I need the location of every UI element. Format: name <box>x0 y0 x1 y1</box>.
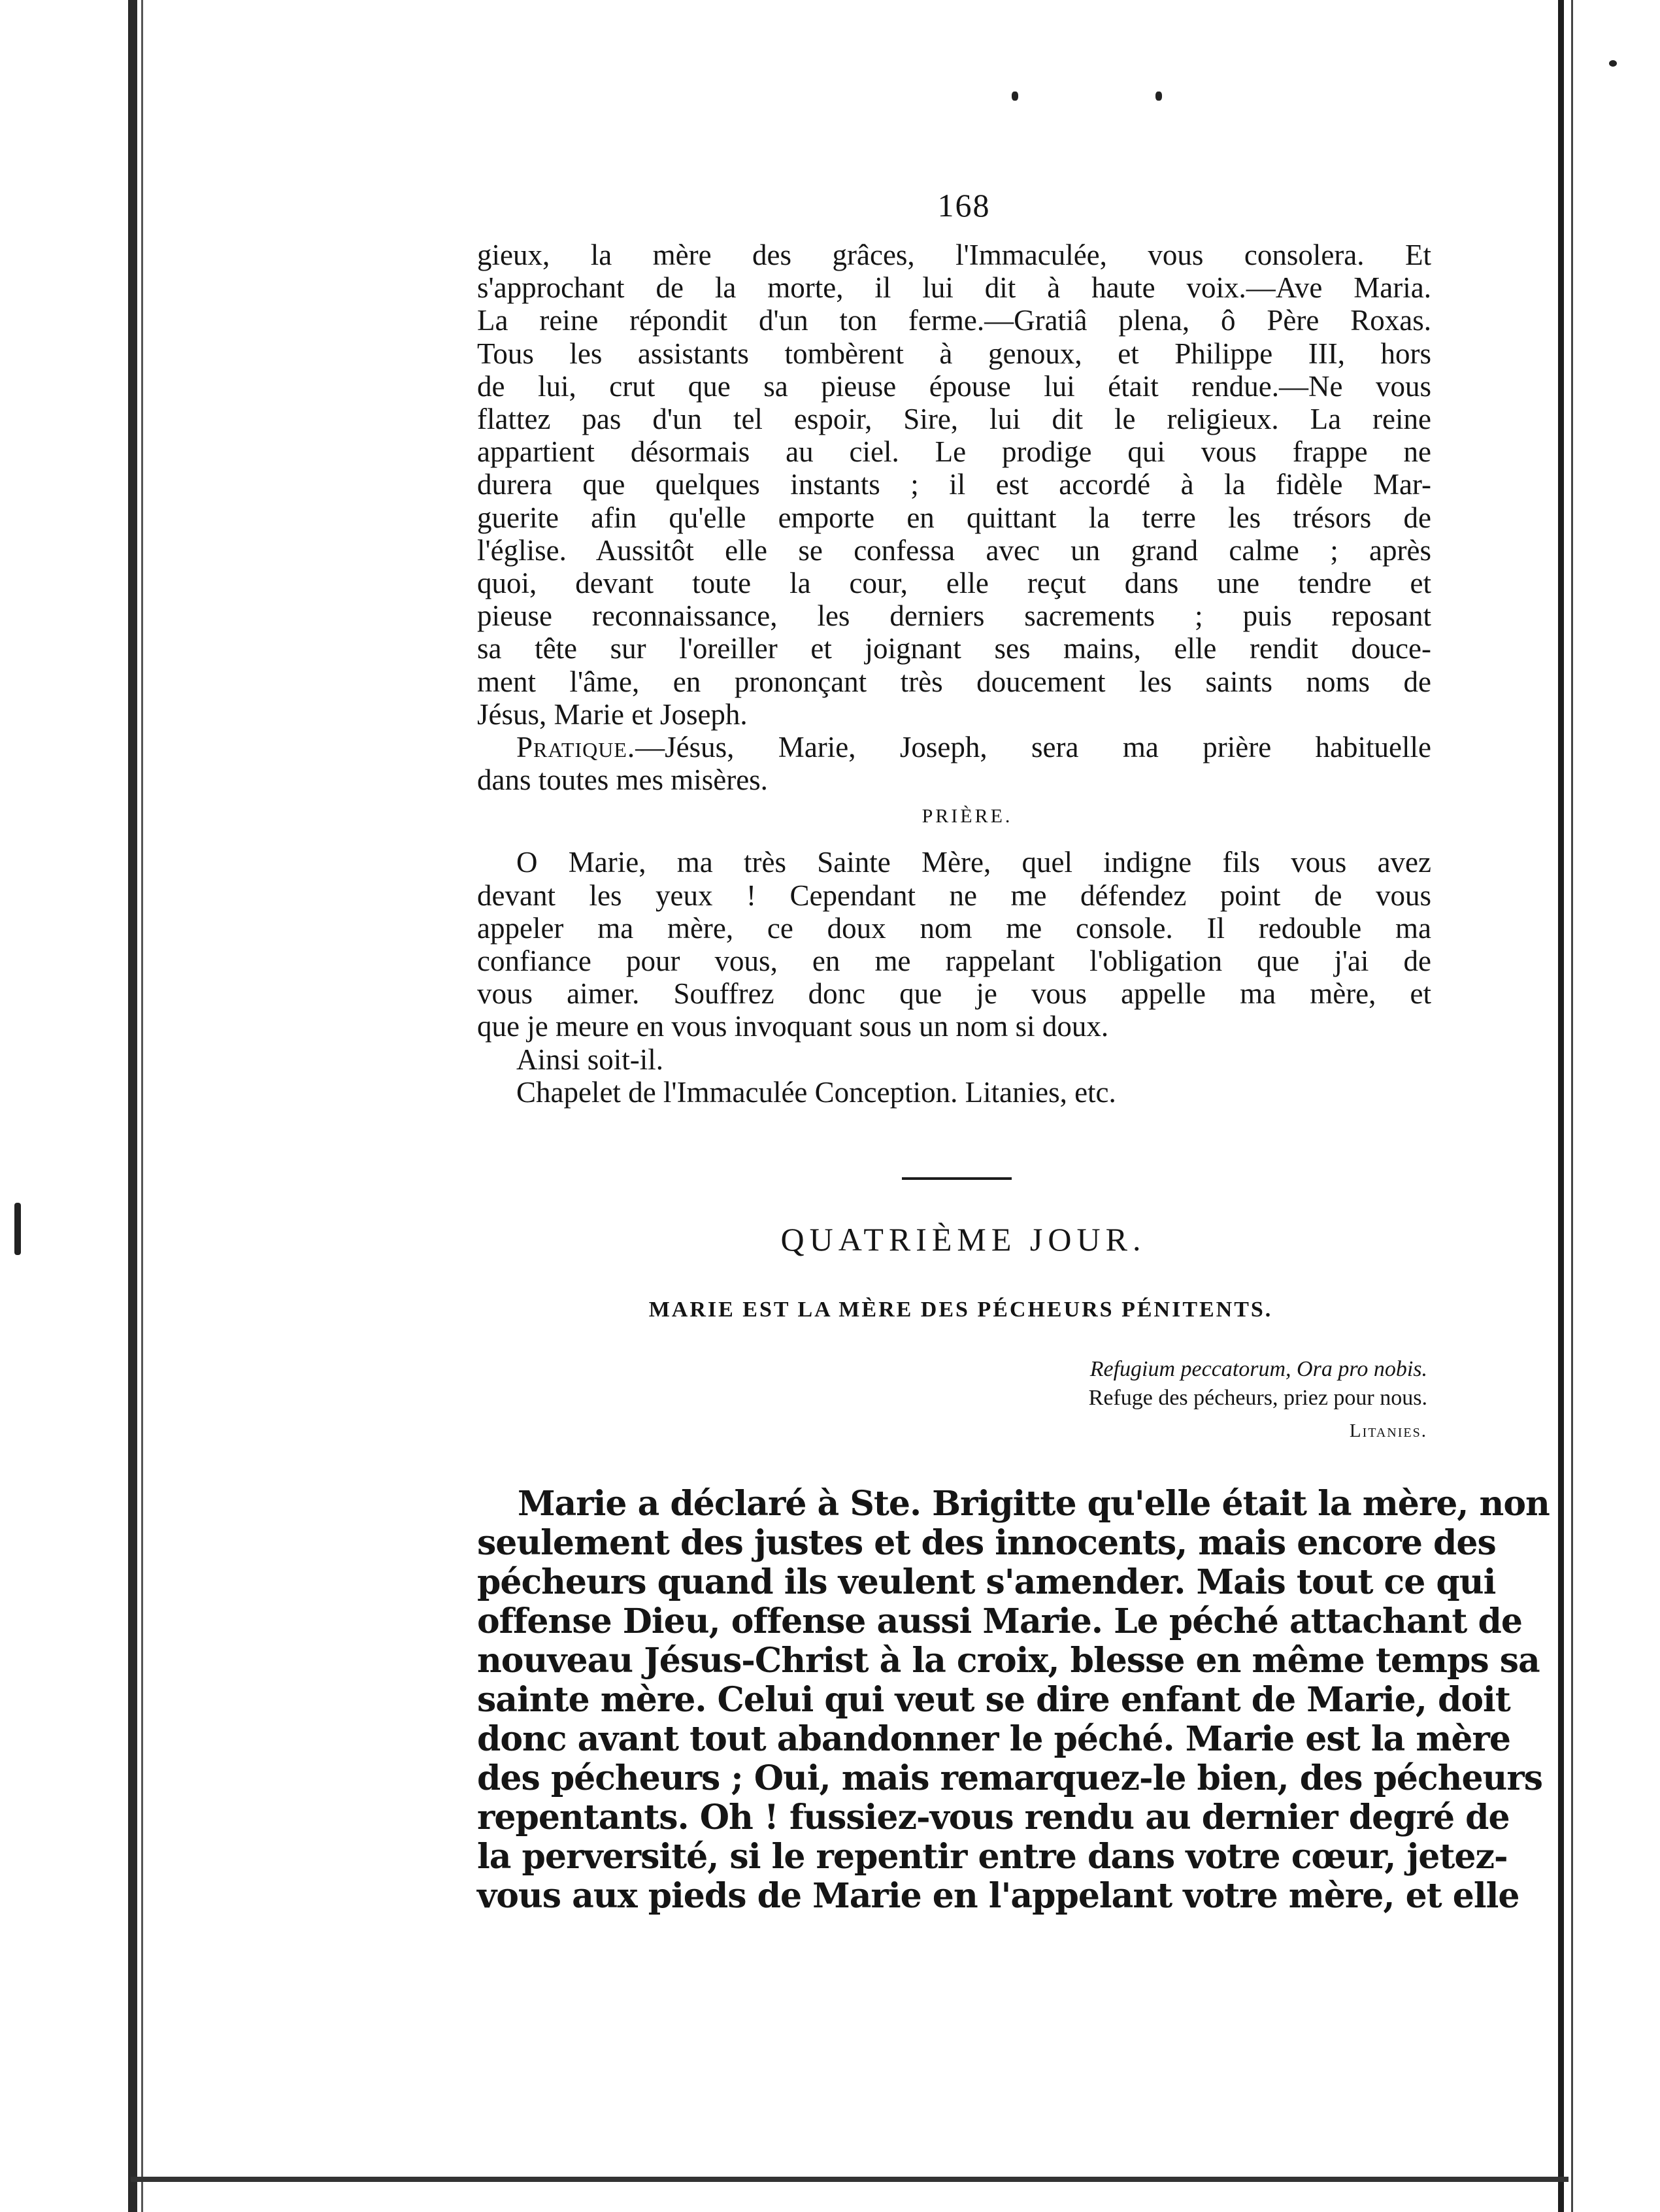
text-line: durera que quelques instants ; il est accordé à la fidèle Mar- <box>477 468 1431 501</box>
text-line: gieux, la mère des grâces, l'Immaculée, vous consolera. Et <box>477 239 1431 271</box>
text-line: O Marie, ma très Sainte Mère, quel indigne fils vous avez <box>516 846 1431 879</box>
page-edge-bottom <box>131 2177 1569 2182</box>
text-line: flattez pas d'un tel espoir, Sire, lui dit le religieux. La reine <box>477 403 1431 436</box>
scan-left-margin <box>0 0 128 2212</box>
binding-edge <box>128 0 137 2212</box>
text-line: la perversité, si le repentir entre dans votre cœur, jetez- <box>477 1837 1508 1877</box>
pratique-label: Pratique. <box>516 731 636 764</box>
text-line: confiance pour vous, en me rappelant l'obligation que j'ai de <box>477 945 1431 978</box>
text-line: Tous les assistants tombèrent à genoux, et Philippe III, hors <box>477 337 1431 370</box>
pratique-text: —Jésus, Marie, Joseph, sera ma prière habituelle <box>635 731 1431 764</box>
page-edge-right <box>1558 0 1564 2212</box>
speck <box>1609 60 1617 67</box>
text-line: ment l'âme, en prononçant très doucement les saints noms de <box>477 665 1431 698</box>
epigraph-french: Refuge des pécheurs, priez pour nous. <box>1088 1386 1427 1411</box>
pratique-line-2: dans toutes mes misères. <box>477 763 768 797</box>
text-line: pécheurs quand ils veulent s'amender. Mais tout ce qui <box>477 1562 1496 1603</box>
text-line: vous aux pieds de Marie en l'appelant votre mère, et elle <box>477 1876 1519 1917</box>
text-line: appeler ma mère, ce doux nom me console. Il redouble ma <box>477 911 1431 945</box>
epigraph <box>477 1355 1431 1445</box>
page-number: 168 <box>937 187 991 224</box>
binding-edge-thin <box>141 0 143 2212</box>
priere-paragraph <box>477 846 1431 1109</box>
text-line: La reine répondit d'un ton ferme.—Gratiâ plena, ô Père Roxas. <box>477 304 1431 337</box>
text-line: donc avant tout abandonner le péché. Marie est la mère <box>477 1719 1510 1760</box>
chapter-subtitle: MARIE EST LA MÈRE DES PÉCHEURS PÉNITENTS. <box>648 1298 1273 1322</box>
continuation-paragraph <box>477 239 1431 796</box>
text-line: sainte mère. Celui qui veut se dire enfant de Marie, doit <box>477 1680 1510 1720</box>
pratique-line <box>477 731 1431 763</box>
text-line: l'église. Aussitôt elle se confessa avec un grand calme ; après <box>477 533 1431 567</box>
priere-heading: PRIÈRE. <box>921 805 1013 828</box>
text-line: que je meure en vous invoquant sous un nom si doux. <box>477 1010 1109 1043</box>
text-line: seulement des justes et des innocents, mais encore des <box>477 1523 1496 1564</box>
text-line: repentants. Oh ! fussiez-vous rendu au dernier degré de <box>477 1798 1510 1838</box>
text-line: de lui, crut que sa pieuse épouse lui était rendue.—Ne vous <box>477 369 1431 403</box>
page-edge-right-thin <box>1571 0 1573 2212</box>
text-line: sa tête sur l'oreiller et joignant ses mains, elle rendit douce- <box>477 632 1431 665</box>
speck <box>1012 92 1018 101</box>
epigraph-latin: Refugium peccatorum, Ora pro nobis. <box>1089 1357 1427 1382</box>
text-line: devant les yeux ! Cependant ne me défendez point de vous <box>477 879 1431 912</box>
text-line: guerite afin qu'elle emporte en quittant la terre les trésors de <box>477 501 1431 534</box>
ainsi-line: Ainsi soit-il. <box>516 1043 664 1076</box>
margin-mark <box>14 1203 21 1255</box>
text-line: Jésus, Marie et Joseph. <box>477 697 748 731</box>
text-line: nouveau Jésus-Christ à la croix, blesse en même temps sa <box>477 1641 1540 1681</box>
text-line: quoi, devant toute la cour, elle reçut dans une tendre et <box>477 567 1431 600</box>
section-divider <box>902 1177 1012 1180</box>
main-paragraph <box>477 1484 1550 1917</box>
day-title: QUATRIÈME JOUR. <box>780 1221 1146 1258</box>
text-line: des pécheurs ; Oui, mais remarquez-le bien, des pécheurs <box>477 1758 1543 1799</box>
epigraph-source: Litanies. <box>1349 1420 1427 1442</box>
text-line: offense Dieu, offense aussi Marie. Le péché attachant de <box>477 1601 1522 1642</box>
chapelet-line: Chapelet de l'Immaculée Conception. Litanies, etc. <box>516 1075 1116 1109</box>
text-line: appartient désormais au ciel. Le prodige qui vous frappe ne <box>477 435 1431 469</box>
book-page <box>477 186 1550 1917</box>
text-line: pieuse reconnaissance, les derniers sacrements ; puis reposant <box>477 599 1431 633</box>
text-line: s'approchant de la morte, il lui dit à haute voix.—Ave Maria. <box>477 271 1431 305</box>
text-line: Marie a déclaré à Ste. Brigitte qu'elle était la mère, non <box>518 1484 1550 1524</box>
speck <box>1155 92 1162 101</box>
text-line: vous aimer. Souffrez donc que je vous appelle ma mère, et <box>477 977 1431 1011</box>
